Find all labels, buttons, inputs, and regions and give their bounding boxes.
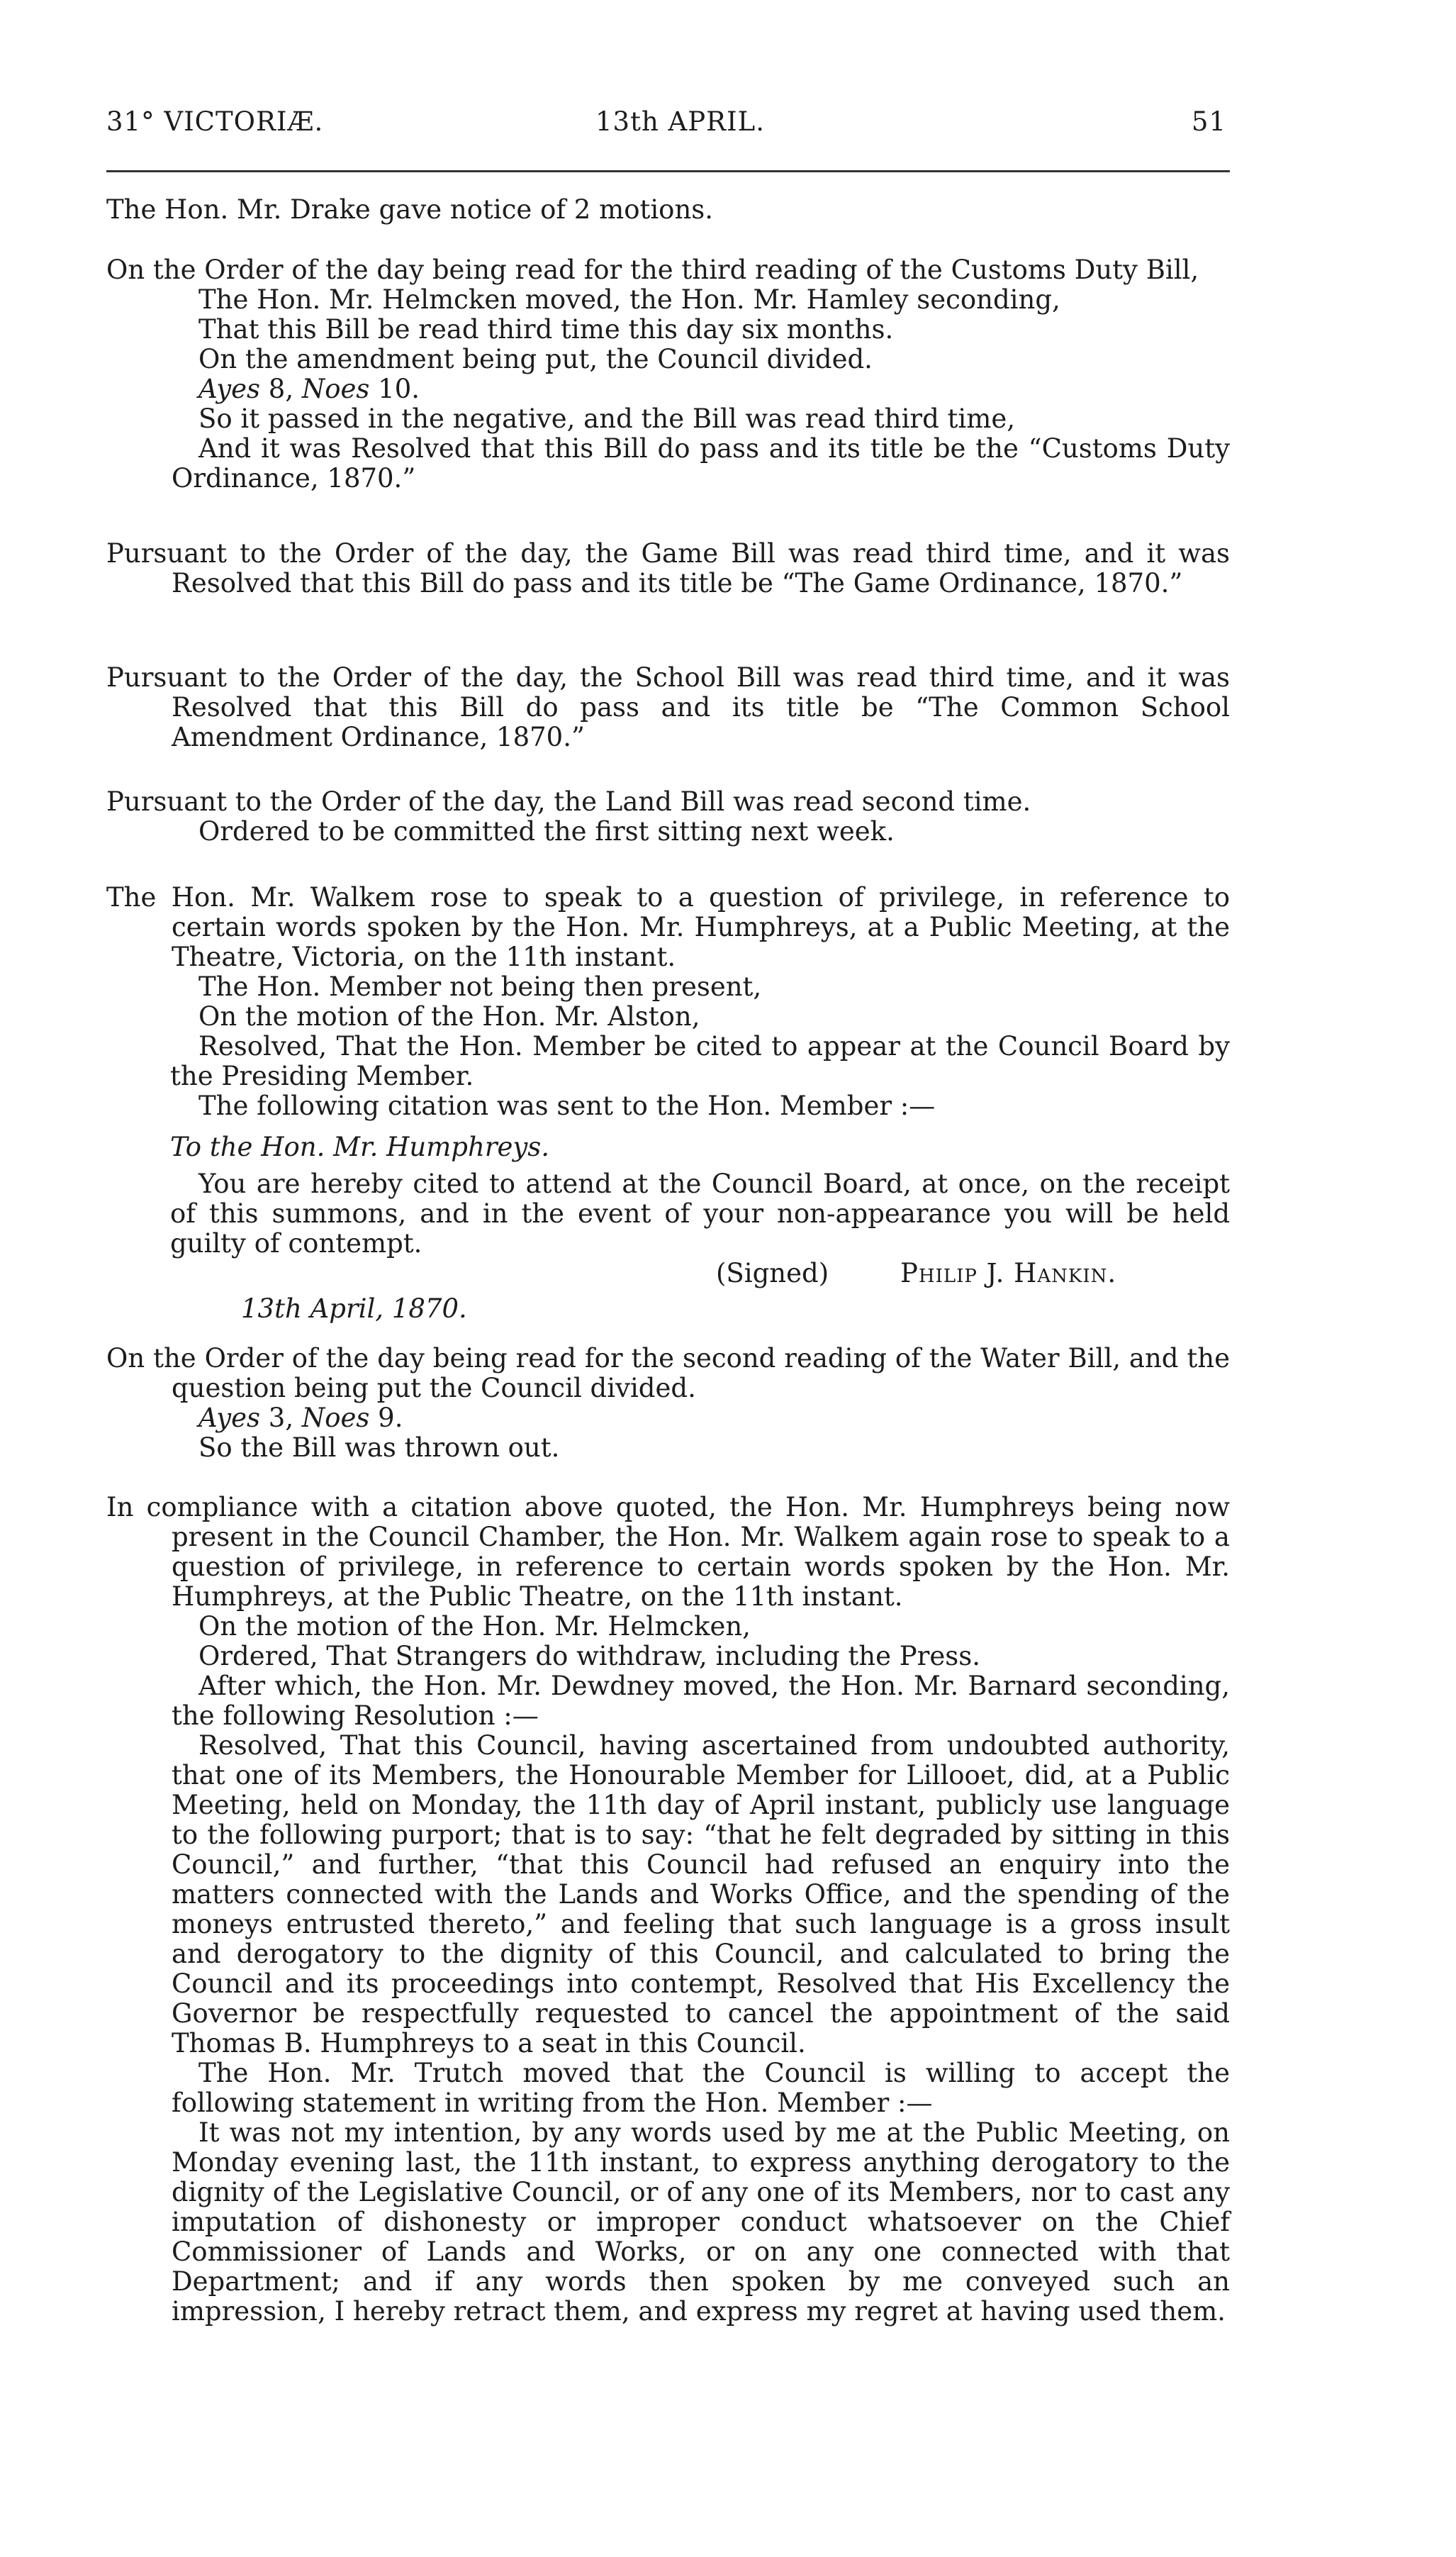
drake-notice xyxy=(106,195,1230,225)
customs-section xyxy=(106,255,1230,494)
compliance-resolution: Resolved, That this Council, having ascertained from undoubted authority, that one of its Members, the Honourable Member for Lillooet, did, at a Public Meeting, held on Monday, the 11th day of April instant, publicly use language to the following purport; that is to say: “that he felt degraded by sitting in this Council,” and further, “that this Council had refused an enquiry into the matters connected with the Lands and Works Office, and the spending of the moneys entrusted thereto,” and feeling that such language is a gross insult and derogatory to the dignity of this Council, and calculated to bring the Council and its proceedings into contempt, Resolved that His Excellency the Governor be respectfully requested to cancel the appointment of the said Thomas B. Humphreys to a seat in this Council. xyxy=(172,1730,1230,2059)
land-reading: Pursuant to the Order of the day, the Land Bill was read second time. xyxy=(106,786,1031,817)
ayes-label: Ayes xyxy=(198,374,261,404)
water-section xyxy=(106,1344,1230,1463)
school-text: Pursuant to the Order of the day, the School Bill was read third time, and it was Resolved that this Bill do pass and its title be “The Common School Amendment Ordinance, 1870.” xyxy=(106,662,1230,752)
page-number: 51 xyxy=(1191,106,1226,137)
compliance-motion: On the motion of the Hon. Mr. Helmcken, xyxy=(198,1611,751,1642)
land-committed: Ordered to be committed the first sitting next week. xyxy=(198,816,895,847)
customs-motion: The Hon. Mr. Helmcken moved, the Hon. Mr. Hamley seconding, xyxy=(198,284,1060,315)
signed-label: (Signed) xyxy=(716,1258,829,1288)
privilege-motion: On the motion of the Hon. Mr. Alston, xyxy=(198,1001,700,1032)
compliance-main: In compliance with a citation above quoted, the Hon. Mr. Humphreys being now present in the Council Chamber, the Hon. Mr. Walkem again rose to speak to a question of privilege, in reference to certain words spoken by the Hon. Mr. Humphreys, at the Public Theatre, on the 11th instant. xyxy=(106,1492,1230,1612)
privilege-citation-intro: The following citation was sent to the Hon. Member :— xyxy=(198,1091,936,1121)
header-date: 13th APRIL. xyxy=(595,106,765,137)
citation-to: To the Hon. Mr. Humphreys. xyxy=(170,1132,550,1162)
signed-name: Philip J. Hankin. xyxy=(900,1258,1117,1288)
header-rule xyxy=(106,170,1230,172)
customs-divided: On the amendment being put, the Council divided. xyxy=(198,344,873,374)
water-ayes-label: Ayes xyxy=(198,1403,261,1433)
signature-row xyxy=(106,1259,1230,1294)
ayes-count: 8, xyxy=(260,374,302,404)
drake-text: The Hon. Mr. Drake gave notice of 2 motions. xyxy=(106,194,714,225)
citation-summons: You are hereby cited to attend at the Council Board, at once, on the receipt of this summons, and in the event of your non-appearance you will be held guilty of contempt. xyxy=(170,1169,1230,1259)
privilege-absent: The Hon. Member not being then present, xyxy=(198,971,762,1002)
privilege-resolved: Resolved, That the Hon. Member be cited to appear at the Council Board by the Presiding Member. xyxy=(170,1031,1230,1091)
noes-count: 10. xyxy=(369,374,420,404)
citation-addressee xyxy=(106,1132,1230,1162)
customs-resolved: And it was Resolved that this Bill do pass and its title be the “Customs Duty Ordinance, 1870.” xyxy=(172,433,1230,494)
water-main: On the Order of the day being read for the second reading of the Water Bill, and the question being put the Council divided. xyxy=(106,1343,1230,1403)
privilege-section xyxy=(106,883,1230,1324)
page-header xyxy=(106,99,1226,149)
compliance-dewdney: After which, the Hon. Mr. Dewdney moved, the Hon. Mr. Barnard seconding, the following Resolution :— xyxy=(172,1671,1230,1731)
customs-amendment: That this Bill be read third time this day six months. xyxy=(198,314,894,345)
compliance-trutch: The Hon. Mr. Trutch moved that the Council is willing to accept the following statement in writing from the Hon. Member :— xyxy=(172,2058,1230,2118)
privilege-main: The Hon. Mr. Walkem rose to speak to a question of privilege, in reference to certain words spoken by the Hon. Mr. Humphreys, at a Public Meeting, at the Theatre, Victoria, on the 11th instant. xyxy=(106,882,1230,972)
customs-order: On the Order of the day being read for the third reading of the Customs Duty Bill, xyxy=(106,255,1199,285)
customs-negative: So it passed in the negative, and the Bill was read third time, xyxy=(198,403,1016,434)
water-noes-label: Noes xyxy=(301,1403,370,1433)
game-text: Pursuant to the Order of the day, the Game Bill was read third time, and it was Resolved that this Bill do pass and its title be “The Game Ordinance, 1870.” xyxy=(106,538,1230,598)
compliance-strangers: Ordered, That Strangers do withdraw, including the Press. xyxy=(198,1641,980,1671)
game-section xyxy=(106,539,1230,598)
citation-date-line xyxy=(106,1294,1230,1324)
citation-date: 13th April, 1870. xyxy=(241,1293,467,1324)
school-section xyxy=(106,663,1230,752)
noes-label: Noes xyxy=(301,374,370,404)
customs-votes xyxy=(106,374,1230,404)
water-ayes-count: 3, xyxy=(260,1403,302,1433)
compliance-section xyxy=(106,1493,1230,2327)
land-section xyxy=(106,787,1230,847)
water-thrown-out: So the Bill was thrown out. xyxy=(198,1432,560,1463)
compliance-statement: It was not my intention, by any words used by me at the Public Meeting, on Monday evening last, the 11th instant, to express anything derogatory to the dignity of the Legislative Council, or of any one of its Members, nor to cast any imputation of dishonesty or improper conduct whatsoever on the Chief Commissioner of Lands and Works, or on any one connected with that Department; and if any words then spoken by me conveyed such an impression, I hereby retract them, and express my regret at having used them. xyxy=(172,2117,1230,2327)
water-noes-count: 9. xyxy=(369,1403,403,1433)
header-volume: 31° VICTORIÆ. xyxy=(106,106,324,137)
water-votes xyxy=(106,1403,1230,1433)
